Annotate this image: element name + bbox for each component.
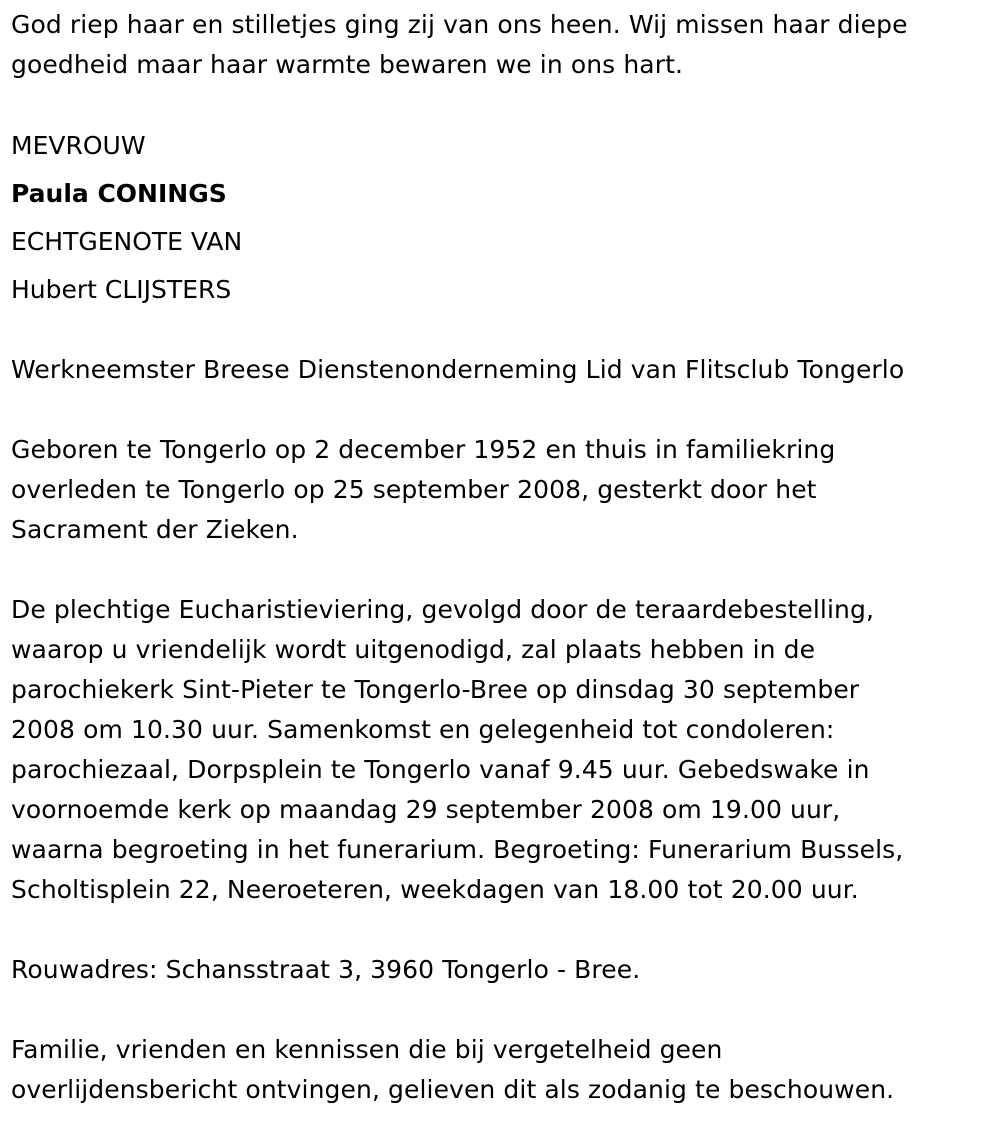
intro-paragraph: God riep haar en stilletjes ging zij van ons heen. Wij missen haar diepe goedheid maar haar warmte bewaren we in ons hart. — [11, 10, 908, 79]
birth-death-paragraph: Geboren te Tongerlo op 2 december 1952 en thuis in familiekring overleden te Tongerlo op 25 september 2008, gesterkt door het Sacrament der Zieken. — [11, 435, 836, 544]
relation-label: ECHTGENOTE VAN — [11, 227, 243, 256]
closing-paragraph: Familie, vrienden en kennissen die bij vergetelheid geen overlijdensbericht ontvingen, gelieven dit als zodanig te beschouwen. — [11, 1035, 895, 1104]
ceremony-paragraph: De plechtige Eucharistieviering, gevolgd door de teraardebestelling, waarop u vriendelijk wordt uitgenodigd, zal plaats hebben in de parochiekerk Sint-Pieter te Tongerlo-Bree op dinsdag 30 september 2008 om 10.30 uur. Samenkomst en gelegenheid tot condoleren: parochiezaal, Dorpsplein te Tongerlo vanaf 9.45 uur. Gebedswake in voornoemde kerk op maandag 29 september 2008 om 19.00 uur, waarna begroeting in het funerarium. Begroeting: Funerarium Bussels, Scholtisplein 22, Neeroeteren, weekdagen van 18.00 tot 20.00 uur. — [11, 595, 904, 904]
title-prefix: MEVROUW — [11, 131, 146, 160]
address-paragraph: Rouwadres: Schansstraat 3, 3960 Tongerlo - Bree. — [11, 955, 641, 984]
occupation-paragraph: Werkneemster Breese Dienstenonderneming Lid van Flitsclub Tongerlo — [11, 355, 905, 384]
deceased-name: Paula CONINGS — [11, 179, 227, 208]
spouse-name: Hubert CLIJSTERS — [11, 275, 232, 304]
